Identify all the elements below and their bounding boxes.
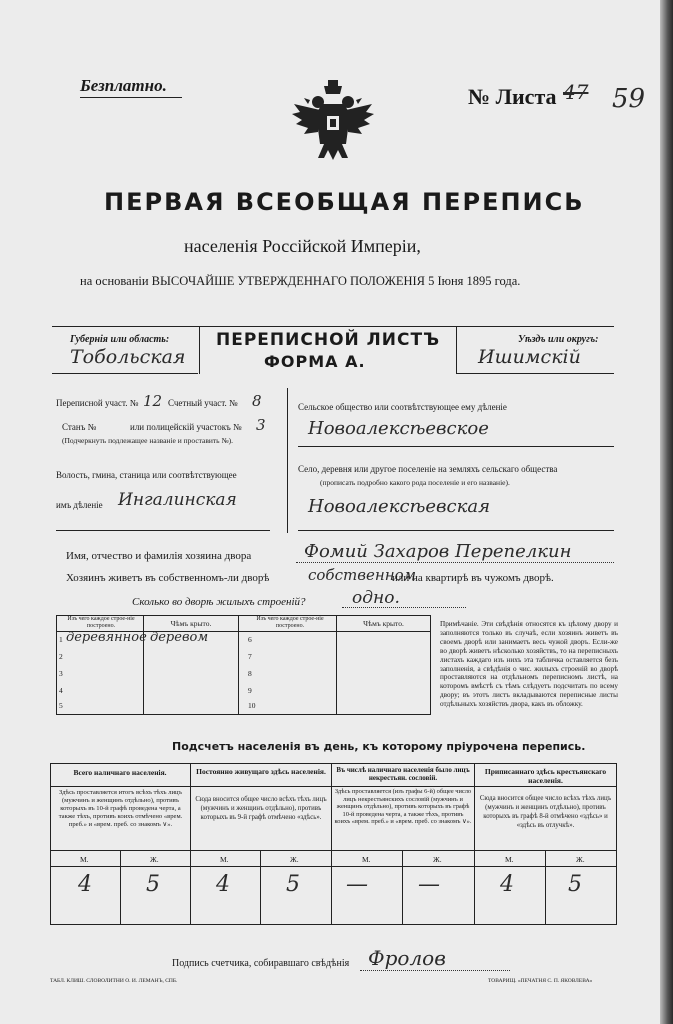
pt-bottom xyxy=(50,924,616,925)
bt-row-num-10: 10 xyxy=(248,701,256,710)
bt-right xyxy=(430,615,431,715)
lives-label: Хозяинъ живетъ въ собственномъ-ли дворѣ xyxy=(66,572,270,584)
buildings-label: Сколько во дворѣ жилыхъ строеній? xyxy=(132,596,306,608)
count-area-value: 8 xyxy=(252,392,262,410)
buildings-note: Примѣчаніе. Эти свѣдѣнія относятся къ цѣлому двору и заполняются только въ случаѣ, если хозяинъ живетъ въ своемъ дворѣ или занимаетъ весь чужой дворъ. Если-же во дворѣ живетъ нѣсколько хозяйствъ, то на переписныхъ листахъ каждаго изъ нихъ эта табличка оставляется безъ заполненія, а свѣдѣнія о чис. жилыхъ строеній во дворѣ проставляются на отдѣльномъ переписномъ листѣ, на которомъ вмѣстѣ съ тѣмъ слѣдуетъ подсчитать по всему двору; въ этотъ листъ вкладываются переписные листы отдѣльныхъ хозяйствъ двора, какъ въ обложку. xyxy=(440,620,618,709)
pt-value-peasant-f: 5 xyxy=(568,872,582,897)
gubernia-label: Губернія или область: xyxy=(70,334,170,345)
pt-value-total-m: 4 xyxy=(78,872,92,897)
owner-underline xyxy=(296,562,614,563)
bt-row-num-2: 2 xyxy=(59,652,63,661)
pt-value-permanent-m: 4 xyxy=(216,872,230,897)
society-label: Сельское общество или соотвѣтствующее ему дѣленіе xyxy=(298,402,507,412)
census-main-title: ПЕРВАЯ ВСЕОБЩАЯ ПЕРЕПИСЬ xyxy=(104,188,585,216)
pt-mf-1 xyxy=(120,850,121,925)
pt-desc-total: Здѣсь проставляется итогъ всѣхъ тѣхъ лицъ (мужчинъ и женщинъ отдѣльно), противъ которыхъ въ 10-й графѣ проведена черта, а также тѣхъ, противъ коихъ отмѣчено «врем. преб.» и «врем. преб. со знакомъ ∨». xyxy=(58,789,183,828)
bt-bottom xyxy=(56,714,430,715)
volost-label: Волость, гмина, станица или соотвѣтствующее xyxy=(56,470,237,480)
volost-label-2: имъ дѣленіе xyxy=(56,500,103,510)
pt-desc-peasant: Сюда вносится общее число всѣхъ тѣхъ лицъ (мужчинъ и женщинъ отдѣльно), противъ которыхъ въ графѣ 8-й отмѣчено «здѣсь» и «здѣсь въ отлучкѣ». xyxy=(479,795,612,829)
bt-header-roof-right: Чѣмъ крыто. xyxy=(363,619,404,628)
pt-f-label-1: Ж. xyxy=(150,855,159,864)
signature-value: Фролов xyxy=(368,946,446,970)
pt-f-label-3: Ж. xyxy=(433,855,442,864)
uezd-underline xyxy=(456,373,614,374)
pt-f-label-4: Ж. xyxy=(576,855,585,864)
bt-row-num-9: 9 xyxy=(248,686,252,695)
pt-col-2 xyxy=(331,763,332,925)
bt-left xyxy=(56,615,57,715)
bt-header-material-left: Изъ чего каждое строе-ніе построено. xyxy=(67,616,135,629)
lives-value: собственном xyxy=(308,566,417,584)
uezd-value: Ишимскій xyxy=(478,346,581,368)
gubernia-underline xyxy=(52,373,198,374)
census-area-label: Переписной участ. № xyxy=(56,398,139,408)
pt-mf-2 xyxy=(260,850,261,925)
bt-header-roof-left: Чѣмъ крыто. xyxy=(170,619,212,628)
bt-row-num-5: 5 xyxy=(59,701,63,710)
pt-m-label-4: М. xyxy=(505,855,514,864)
village-note: (прописать подробно какого рода поселеніе и его названіе). xyxy=(320,478,510,487)
village-label: Село, деревня или другое поселеніе на земляхъ сельскаго общества xyxy=(298,464,558,474)
owner-label: Имя, отчество и фамилія хозяина двора xyxy=(66,550,252,562)
population-heading: Подсчетъ населенія въ день, къ которому пріурочена перепись. xyxy=(172,740,586,753)
pt-top xyxy=(50,763,616,764)
owner-value: Фомий Захаров Перепелкин xyxy=(304,541,572,562)
volost-underline xyxy=(56,530,270,531)
stan-note: (Подчеркнуть подлежащее названіе и проставить №). xyxy=(62,436,233,445)
pt-m-label-1: М. xyxy=(80,855,89,864)
pt-mf-3 xyxy=(402,850,403,925)
form-middle-divider xyxy=(287,388,288,533)
bt-middle xyxy=(238,615,239,715)
bt-col-3 xyxy=(336,615,337,715)
form-box-right xyxy=(456,326,457,374)
bt-row1-material: деревянное xyxy=(66,630,147,645)
pt-m-label-3: М. xyxy=(362,855,371,864)
free-label: Безплатно. xyxy=(80,76,167,95)
pt-col-3 xyxy=(474,763,475,925)
buildings-value: одно. xyxy=(352,588,400,608)
signature-underline xyxy=(360,970,510,971)
form-header-top-rule xyxy=(52,326,614,327)
sheet-title: ПЕРЕПИСНОЙ ЛИСТЪ xyxy=(216,330,441,350)
gubernia-value: Тобольская xyxy=(70,346,186,368)
bt-row1-roof: деревом xyxy=(150,630,209,645)
bt-row-num-3: 3 xyxy=(59,669,63,678)
stan-label: Станъ № xyxy=(62,422,97,432)
pt-desc-noncpeasant: Здѣсь проставляется (изъ графы 6-й) общее число лицъ некрестьянскихъ сословій (мужчинъ и женщинъ отдѣльно), противъ которыхъ въ графѣ 10-й проведена черта, а также тѣхъ, противъ коихъ «врем. преб.» и «врем. преб. со знакомъ ∨». xyxy=(334,788,472,826)
pt-mf-bottom xyxy=(50,866,616,867)
imperial-eagle-emblem xyxy=(290,76,376,172)
stan-or-label: или полицейскій участокъ № xyxy=(130,422,242,432)
pt-col-1 xyxy=(190,763,191,925)
bt-row-num-6: 6 xyxy=(248,635,252,644)
uezd-label: Уѣздъ или округъ: xyxy=(518,334,599,345)
pt-title-total: Всего наличнаго населенія. xyxy=(73,768,167,777)
society-value: Новоалексѣевское xyxy=(308,418,489,439)
pt-value-peasant-m: 4 xyxy=(500,872,514,897)
count-area-label: Счетный участ. № xyxy=(168,398,238,408)
form-box-left xyxy=(199,326,200,374)
pt-desc-permanent: Сюда вносится общее число всѣхъ тѣхъ лицъ (мужчинъ и женщинъ отдѣльно), противъ которыхъ въ 9-й графѣ отмѣчено «здѣсь». xyxy=(195,796,327,821)
pt-desc-bottom xyxy=(50,850,616,851)
society-underline xyxy=(298,446,614,447)
bt-row-num-7: 7 xyxy=(248,652,252,661)
pt-f-label-2: Ж. xyxy=(290,855,299,864)
archive-number: 59 xyxy=(612,84,646,114)
form-title: ФОРМА А. xyxy=(264,352,366,371)
census-basis: на основаніи ВЫСОЧАЙШЕ УТВЕРЖДЕННАГО ПОЛОЖЕНІЯ 5 Іюня 1895 года. xyxy=(80,274,521,288)
census-subtitle: населенія Россійской Имперіи, xyxy=(184,236,421,256)
bt-header-material-right: Изъ чего каждое строе-ніе построено. xyxy=(256,616,324,629)
bt-row-num-1: 1 xyxy=(59,635,63,644)
signature-label: Подпись счетчика, собиравшаго свѣдѣнія xyxy=(172,958,350,969)
free-underline xyxy=(80,97,182,98)
sheet-number-value: 47 xyxy=(563,80,589,104)
volost-value: Ингалинская xyxy=(118,490,237,510)
printer-left: ТАБЛ. КЛИШ. СЛОВОЛИТНИ О. И. ЛЕМАНЪ, СПБ. xyxy=(50,978,178,984)
printer-right: ТОВАРИЩ. «ПЕЧАТНЯ С. П. ЯКОВЛЕВА» xyxy=(488,978,593,984)
pt-title-permanent: Постоянно живущаго здѣсь населенія. xyxy=(196,767,326,776)
pt-right xyxy=(616,763,617,925)
lives-rest: или на квартирѣ въ чужомъ дворѣ. xyxy=(392,572,554,584)
census-area-value: 12 xyxy=(143,392,163,410)
village-underline xyxy=(298,530,614,531)
buildings-underline xyxy=(342,607,466,608)
pt-value-noncpeasant-f: — xyxy=(418,872,440,897)
stan-value: 3 xyxy=(256,416,266,434)
sheet-number-label: № Листа xyxy=(468,84,557,109)
pt-left xyxy=(50,763,51,925)
pt-title-bottom xyxy=(50,786,616,787)
scanned-page-edge xyxy=(660,0,673,1024)
bt-row-num-4: 4 xyxy=(59,686,63,695)
pt-value-noncpeasant-m: — xyxy=(346,872,368,897)
bt-row-num-8: 8 xyxy=(248,669,252,678)
pt-value-permanent-f: 5 xyxy=(286,872,300,897)
pt-m-label-2: М. xyxy=(220,855,229,864)
pt-title-noncpeasant: Въ числѣ наличнаго населенія было лицъ некрестьян. сословій. xyxy=(336,766,470,782)
pt-value-total-f: 5 xyxy=(146,872,160,897)
pt-title-peasant: Приписаннаго здѣсь крестьянскаго населенія. xyxy=(484,767,607,785)
village-value: Новоалексѣевская xyxy=(308,496,491,517)
pt-mf-4 xyxy=(545,850,546,925)
